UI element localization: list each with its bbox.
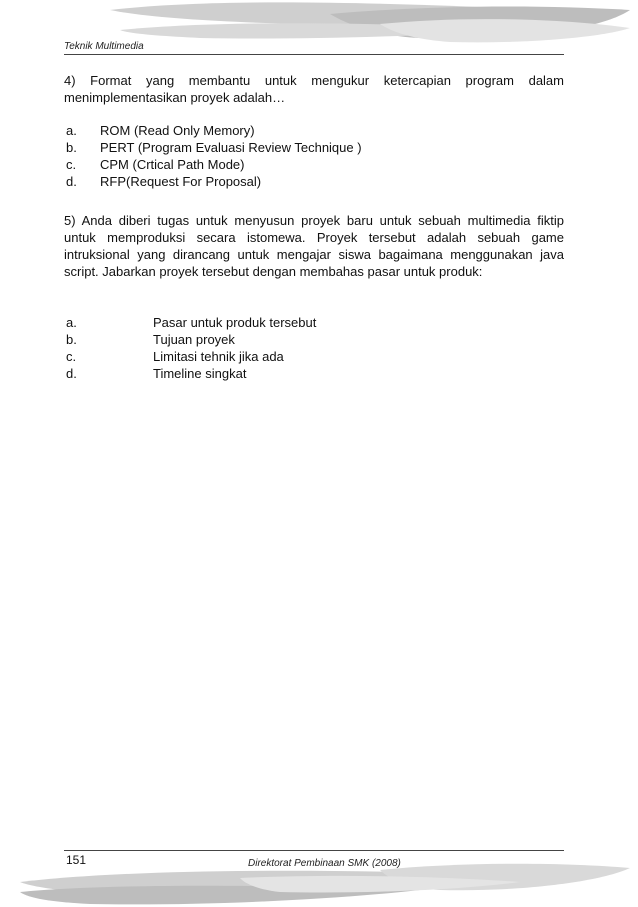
option-letter: c. [66,157,77,172]
footer-swoosh-decoration [0,848,638,907]
footer-credit: Direktorat Pembinaan SMK (2008) [248,858,401,869]
option-letter: b. [66,332,77,347]
option-letter: c. [66,349,77,364]
option-letter: b. [66,140,77,155]
page-number: 151 [66,853,87,867]
option-letter: a. [66,315,77,330]
option-text: RFP(Request For Proposal) [100,174,262,189]
option-text: CPM (Crtical Path Mode) [100,157,245,172]
option-letter: d. [66,366,77,381]
option-text: Pasar untuk produk tersebut [153,315,317,330]
running-header-title: Teknik Multimedia [64,41,144,52]
option-text: Tujuan proyek [153,332,235,347]
option-text: Limitasi tehnik jika ada [153,349,284,364]
option-letter: d. [66,174,77,189]
question-4-text: 4) Format yang membantu untuk mengukur ketercapian program dalam menimplementasikan proyek adalah… [64,73,564,105]
header-rule [64,54,564,55]
option-text: PERT (Program Evaluasi Review Technique ) [100,140,362,155]
option-text: ROM (Read Only Memory) [100,123,255,138]
question-5-text: 5) Anda diberi tugas untuk menyusun proyek baru untuk sebuah multimedia fiktip untuk memproduksi secara istomewa. Proyek tersebut adalah sebuah game intruksional yang dirancang untuk mengajar siswa bagaimana menggunakan java script. Jabarkan proyek tersebut dengan membahas pasar untuk produk: [64,213,564,279]
option-text: Timeline singkat [153,366,247,381]
option-letter: a. [66,123,77,138]
